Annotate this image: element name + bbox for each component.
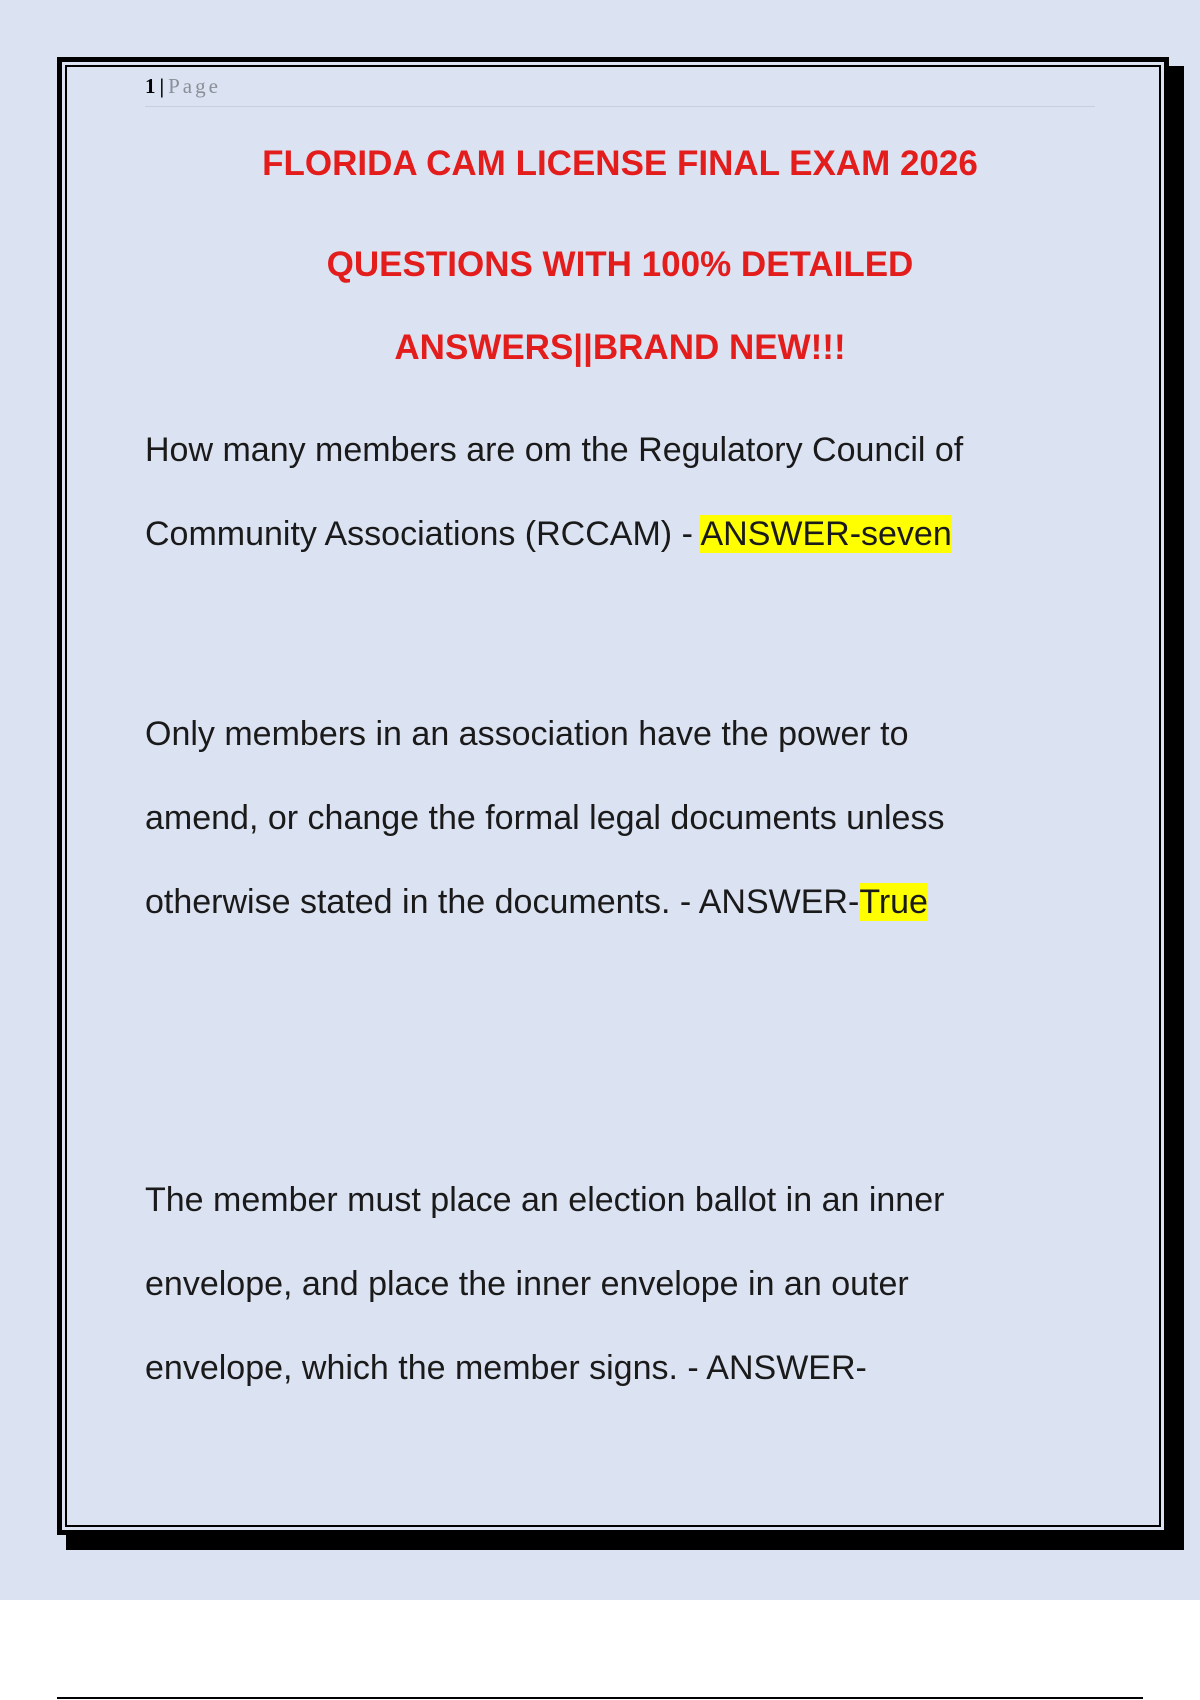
page-separator: | (159, 74, 165, 98)
page-number: 1 (145, 74, 156, 98)
question-2-answer: True (859, 883, 928, 921)
question-3-line-1: The member must place an election ballot in an inner (145, 1181, 945, 1219)
question-2-line-1: Only members in an association have the power to (145, 715, 909, 753)
question-1-answer: ANSWER-seven (700, 515, 952, 553)
question-3 (145, 1158, 1105, 1410)
question-1-line-2 (145, 492, 1105, 576)
question-2-line-3 (145, 860, 1105, 944)
question-1 (145, 408, 1105, 576)
page-word: Page (168, 74, 221, 98)
question-3-line-2: envelope, and place the inner envelope in an outer (145, 1265, 909, 1303)
next-page-rule (57, 1697, 1143, 1699)
document-title-line-2: QUESTIONS WITH 100% DETAILED (326, 245, 914, 284)
question-2 (145, 692, 1105, 944)
document-title-line-3: ANSWERS||BRAND NEW!!! (394, 328, 846, 367)
document-title-line-1: FLORIDA CAM LICENSE FINAL EXAM 2026 (262, 144, 978, 183)
question-2-text: otherwise stated in the documents. - ANSWER- (145, 883, 860, 921)
question-3-line-3: envelope, which the member signs. - ANSWER- (145, 1349, 867, 1387)
page-header (145, 74, 1095, 107)
question-2-line-2: amend, or change the formal legal documents unless (145, 799, 945, 837)
question-1-text: Community Associations (RCCAM) - (145, 515, 701, 553)
question-1-line-1: How many members are om the Regulatory Council of (145, 431, 964, 469)
